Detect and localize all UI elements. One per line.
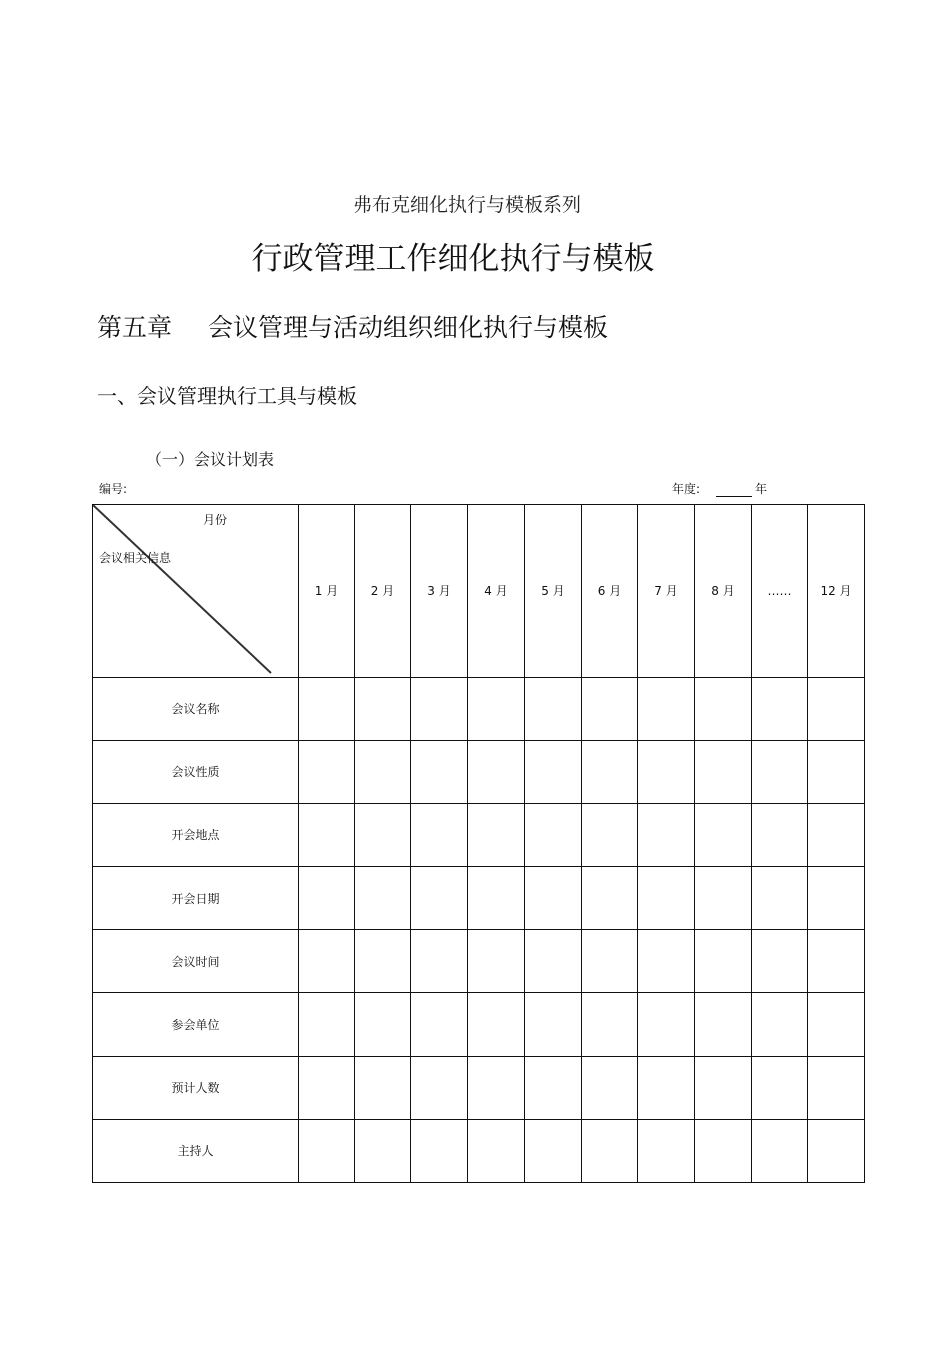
blank-cell[interactable] — [695, 867, 752, 930]
row-label: 会议名称 — [93, 677, 299, 740]
blank-cell[interactable] — [638, 1056, 695, 1119]
series-title: 弗布克细化执行与模板系列 — [352, 194, 581, 216]
blank-cell[interactable] — [752, 677, 808, 740]
blank-cell[interactable] — [582, 993, 638, 1056]
blank-cell[interactable] — [752, 1056, 808, 1119]
blank-cell[interactable] — [695, 1119, 752, 1182]
blank-cell[interactable] — [582, 803, 638, 866]
blank-cell[interactable] — [468, 803, 525, 866]
blank-cell[interactable] — [299, 740, 355, 803]
blank-cell[interactable] — [695, 740, 752, 803]
blank-cell[interactable] — [411, 803, 468, 866]
blank-cell[interactable] — [411, 740, 468, 803]
blank-cell[interactable] — [582, 867, 638, 930]
blank-cell[interactable] — [411, 930, 468, 993]
blank-cell[interactable] — [808, 1119, 865, 1182]
table-row — [93, 993, 865, 1056]
blank-cell[interactable] — [355, 803, 411, 866]
blank-cell[interactable] — [299, 930, 355, 993]
blank-cell[interactable] — [355, 740, 411, 803]
corner-cell — [93, 505, 299, 678]
blank-cell[interactable] — [525, 740, 582, 803]
blank-cell[interactable] — [808, 993, 865, 1056]
blank-cell[interactable] — [355, 1119, 411, 1182]
blank-cell[interactable] — [752, 740, 808, 803]
diagonal-divider — [93, 505, 299, 677]
numbering-label: 编号: — [99, 482, 128, 496]
row-label: 参会单位 — [93, 993, 299, 1056]
blank-cell[interactable] — [695, 803, 752, 866]
blank-cell[interactable] — [695, 1056, 752, 1119]
blank-cell[interactable] — [638, 677, 695, 740]
blank-cell[interactable] — [299, 677, 355, 740]
blank-cell[interactable] — [525, 803, 582, 866]
chapter-heading — [97, 308, 608, 344]
blank-cell[interactable] — [525, 1119, 582, 1182]
table-header-row — [93, 505, 865, 678]
blank-cell[interactable] — [582, 677, 638, 740]
month-header-8: 8 月 — [695, 505, 752, 678]
month-header-1: 1 月 — [299, 505, 355, 678]
blank-cell[interactable] — [411, 993, 468, 1056]
table-row — [93, 867, 865, 930]
month-header-3: 3 月 — [411, 505, 468, 678]
blank-cell[interactable] — [808, 803, 865, 866]
blank-cell[interactable] — [752, 867, 808, 930]
month-header-6: 6 月 — [582, 505, 638, 678]
blank-cell[interactable] — [468, 993, 525, 1056]
table-row — [93, 803, 865, 866]
year-unit: 年 — [755, 482, 768, 496]
chapter-number: 第五章 — [97, 313, 173, 342]
blank-cell[interactable] — [355, 993, 411, 1056]
blank-cell[interactable] — [411, 867, 468, 930]
meeting-plan-table — [92, 504, 865, 1183]
blank-cell[interactable] — [582, 1056, 638, 1119]
blank-cell[interactable] — [582, 1119, 638, 1182]
blank-cell[interactable] — [299, 867, 355, 930]
blank-cell[interactable] — [752, 803, 808, 866]
table-row — [93, 740, 865, 803]
table-row — [93, 1119, 865, 1182]
blank-cell[interactable] — [411, 1119, 468, 1182]
blank-cell[interactable] — [525, 677, 582, 740]
month-header-10: 12 月 — [808, 505, 865, 678]
blank-cell[interactable] — [638, 803, 695, 866]
blank-cell[interactable] — [695, 677, 752, 740]
document-title: 行政管理工作细化执行与模板 — [251, 241, 655, 277]
row-label: 会议时间 — [93, 930, 299, 993]
month-header-7: 7 月 — [638, 505, 695, 678]
subsection-heading: （一）会议计划表 — [146, 450, 275, 469]
blank-cell[interactable] — [752, 1119, 808, 1182]
blank-cell[interactable] — [355, 930, 411, 993]
blank-cell[interactable] — [299, 1056, 355, 1119]
row-label: 开会地点 — [93, 803, 299, 866]
blank-cell[interactable] — [808, 677, 865, 740]
row-label: 主持人 — [93, 1119, 299, 1182]
blank-cell[interactable] — [695, 930, 752, 993]
blank-cell[interactable] — [525, 930, 582, 993]
month-header-2: 2 月 — [355, 505, 411, 678]
blank-cell[interactable] — [752, 993, 808, 1056]
blank-cell[interactable] — [638, 1119, 695, 1182]
month-header-9: …… — [752, 505, 808, 678]
blank-cell[interactable] — [752, 930, 808, 993]
blank-cell[interactable] — [411, 1056, 468, 1119]
corner-info-label: 会议相关信息 — [99, 551, 172, 565]
blank-cell[interactable] — [411, 677, 468, 740]
row-label: 开会日期 — [93, 867, 299, 930]
month-header-4: 4 月 — [468, 505, 525, 678]
blank-cell[interactable] — [582, 930, 638, 993]
row-label: 会议性质 — [93, 740, 299, 803]
blank-cell[interactable] — [468, 867, 525, 930]
blank-cell[interactable] — [299, 993, 355, 1056]
year-label: 年度: — [672, 482, 701, 496]
blank-cell[interactable] — [525, 993, 582, 1056]
blank-cell[interactable] — [638, 740, 695, 803]
blank-cell[interactable] — [355, 1056, 411, 1119]
chapter-title: 会议管理与活动组织细化执行与模板 — [208, 313, 609, 342]
blank-cell[interactable] — [468, 1119, 525, 1182]
blank-cell[interactable] — [638, 867, 695, 930]
blank-cell[interactable] — [355, 677, 411, 740]
blank-cell[interactable] — [808, 867, 865, 930]
table-row — [93, 1056, 865, 1119]
blank-cell[interactable] — [808, 930, 865, 993]
table-row — [93, 930, 865, 993]
blank-cell[interactable] — [582, 740, 638, 803]
blank-cell[interactable] — [808, 1056, 865, 1119]
blank-cell[interactable] — [638, 930, 695, 993]
blank-cell[interactable] — [299, 803, 355, 866]
corner-month-label: 月份 — [203, 513, 228, 527]
blank-cell[interactable] — [299, 1119, 355, 1182]
month-header-5: 5 月 — [525, 505, 582, 678]
blank-cell[interactable] — [695, 993, 752, 1056]
row-label: 预计人数 — [93, 1056, 299, 1119]
blank-cell[interactable] — [808, 740, 865, 803]
blank-cell[interactable] — [525, 867, 582, 930]
section-heading: 一、会议管理执行工具与模板 — [97, 384, 357, 408]
blank-cell[interactable] — [355, 867, 411, 930]
table-row — [93, 677, 865, 740]
blank-cell[interactable] — [638, 993, 695, 1056]
blank-cell[interactable] — [468, 740, 525, 803]
blank-cell[interactable] — [468, 930, 525, 993]
blank-cell[interactable] — [468, 1056, 525, 1119]
blank-cell[interactable] — [525, 1056, 582, 1119]
year-blank-field[interactable] — [716, 496, 752, 497]
blank-cell[interactable] — [468, 677, 525, 740]
